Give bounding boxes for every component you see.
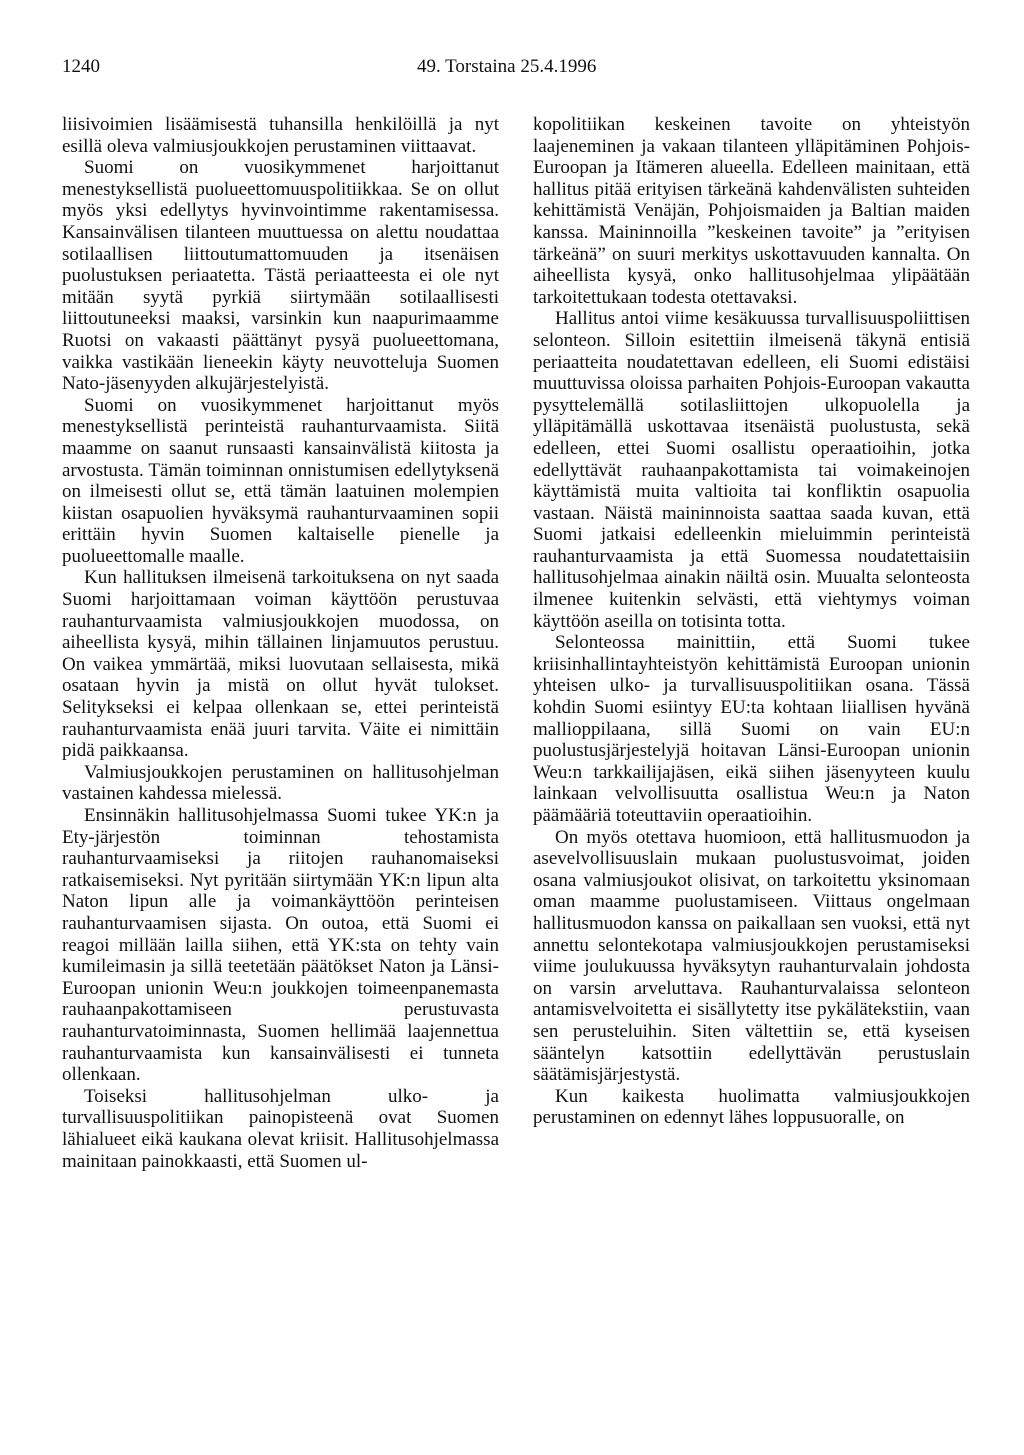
right-column (533, 114, 970, 1129)
paragraph: Toiseksi hallitusohjelman ulko- ja turvallisuuspolitiikan painopisteenä ovat Suomen lähialueet eikä kaukana olevat kriisit. Hallitusohjelmassa mainitaan painokkaasti, että Suomen ul- (62, 1085, 499, 1172)
paragraph: Suomi on vuosikymmenet harjoittanut menestyksellistä puolueettomuuspolitiikkaa. Se on ollut myös yksi edellytys hyvinvointimme rakentamisessa. Kansainvälisen tilanteen muuttuessa on alettu noudattaa sotilaallisen liittoutumattomuuden ja itsenäisen puolustuksen periaatetta. Tästä periaatteesta ei ole nyt mitään syytä pyrkiä siirtymään sotilaallisesti liittoutuneeksi maaksi, varsinkin kun naapurimaamme Ruotsi on vakaasti päättänyt pysyä puolueettomana, vaikka vastikään lieneekin käyty neuvotteluja Suomen Nato-jäsenyyden alkujärjestelyistä. (62, 157, 499, 395)
paragraph: Hallitus antoi viime kesäkuussa turvallisuuspoliittisen selonteon. Silloin esitettiin ilmeisenä täkynä entisiä periaatteita noudatettavan edelleen, eli Suomi edistäisi muuttuvissa oloissa parhaiten Pohjois-Euroopan vakautta pysyttelemällä sotilasliittojen ulkopuolella ja ylläpitämällä uskottavaa itsenäistä puolustusta, sekä edelleen, ettei Suomi osallistu operaatioihin, jotka edellyttävät rauhaanpakottamista tai voimakeinojen käyttämistä muita valtioita tai konfliktin osapuolia vastaan. Näistä maininnoista saattaa saada kuvan, että Suomi jatkaisi edelleenkin mieluimmin perinteistä rauhanturvaamista ja että Suomessa noudatettaisiin hallitusohjelmaa ainakin näiltä osin. Muualta selonteosta ilmenee kuitenkin selvästi, että viehtymys voiman käyttöön aseilla on totisinta totta. (533, 308, 970, 632)
left-column (62, 114, 499, 1172)
paragraph: Selonteossa mainittiin, että Suomi tukee kriisinhallintayhteistyön kehittämistä Euroopan unionin yhteisen ulko- ja turvallisuuspolitiikan osana. Tässä kohdin Suomi esiintyy EU:ta kohtaan liiallisen hyvänä mallioppilaana, sillä Suomi on vain EU:n puolustusjärjestelyjä hoitavan Länsi-Euroopan unionin Weu:n tarkkailijajäsen, eikä siihen jäsenyyteen kuulu lainkaan velvollisuutta osallistua Weu:n ja Naton päämääriä toteuttaviin operaatioihin. (533, 632, 970, 826)
paragraph: Suomi on vuosikymmenet harjoittanut myös menestyksellistä perinteistä rauhanturvaamista. Siitä maamme on saanut runsaasti kansainvälistä kiitosta ja arvostusta. Tämän toiminnan onnistumisen edellytyksenä on ilmeisesti ollut se, että tämän laatuinen molempien kiistan osapuolien hyväksymä rauhanturvaaminen sopii erittäin hyvin Suomen kaltaiselle pienelle ja puolueettomalle maalle. (62, 394, 499, 567)
running-title: 49. Torstaina 25.4.1996 (417, 56, 597, 77)
paragraph: Valmiusjoukkojen perustaminen on hallitusohjelman vastainen kahdessa mielessä. (62, 761, 499, 805)
paragraph: kopolitiikan keskeinen tavoite on yhteistyön laajeneminen ja vakaan tilanteen ylläpitäminen Pohjois-Euroopan ja Itämeren alueella. Edelleen mainitaan, että hallitus pitää erityisen tärkeänä kahdenvälisten suhteiden kehittämistä Venäjän, Pohjoismaiden ja Baltian maiden kanssa. Maininnoilla ”keskeinen tavoite” ja ”erityisen tärkeänä” on suuri merkitys uskottavuuden kannalta. On aiheellista kysyä, onko hallitusohjelmaa ylipäätään tarkoitettukaan todesta otettavaksi. (533, 114, 970, 308)
paragraph: Kun hallituksen ilmeisenä tarkoituksena on nyt saada Suomi harjoittamaan voiman käyttöön perustuvaa rauhanturvaamista valmiusjoukkojen muodossa, on aiheellista kysyä, mihin tällainen linjamuutos perustuu. On vaikea ymmärtää, miksi luovutaan sellaisesta, mikä osataan hyvin ja mistä on ollut hyvät tulokset. Selitykseksi ei kelpaa ollenkaan se, ettei perinteistä rauhanturvaamista enää juuri tarvita. Väite ei nimittäin pidä paikkaansa. (62, 567, 499, 762)
paragraph: Kun kaikesta huolimatta valmiusjoukkojen perustaminen on edennyt lähes loppusuoralle, on (533, 1085, 970, 1129)
paragraph: On myös otettava huomioon, että hallitusmuodon ja asevelvollisuuslain mukaan puolustusvoimat, joiden osana valmiusjoukot olisivat, on tarkoitettu yksinomaan oman maamme puolustamiseen. Viittaus ongelmaan hallitusmuodon kanssa on paikallaan sen vuoksi, että nyt annettu selontekotapa valmiusjoukkojen perustamiseksi viime joulukuussa hyväksytyn rauhanturvalain johdosta on varsin arveluttava. Rauhanturvalaissa selonteon antamisvelvoitetta ei sisällytetty itse pykälätekstiin, vaan sen perusteluihin. Siten vältettiin se, että kyseisen sääntelyn katsottiin edellyttävän perustuslain säätämisjärjestystä. (533, 826, 970, 1086)
page-number: 1240 (62, 56, 100, 77)
paragraph: Ensinnäkin hallitusohjelmassa Suomi tukee YK:n ja Ety-järjestön toiminnan tehostamista rauhanturvaamiseksi ja riitojen rauhanomaiseksi ratkaisemiseksi. Nyt pyritään siirtymään YK:n lipun alta Naton lipun alle ja voimankäyttöön perinteisen rauhanturvaamisen sijasta. On outoa, että Suomi ei reagoi millään lailla siihen, että YK:sta on tehty vain kumileimasin ja sillä teetetään päätökset Naton ja Länsi-Euroopan unionin Weu:n joukkojen toimeenpanemasta rauhaanpakottamiseen perustuvasta rauhanturvatoiminnasta, Suomen hellimää laajennettua rauhanturvaamista kun kansainvälisesti ei tunneta ollenkaan. (62, 805, 499, 1086)
paragraph: liisivoimien lisäämisestä tuhansilla henkilöillä ja nyt esillä oleva valmiusjoukkojen perustaminen viittaavat. (62, 114, 499, 157)
